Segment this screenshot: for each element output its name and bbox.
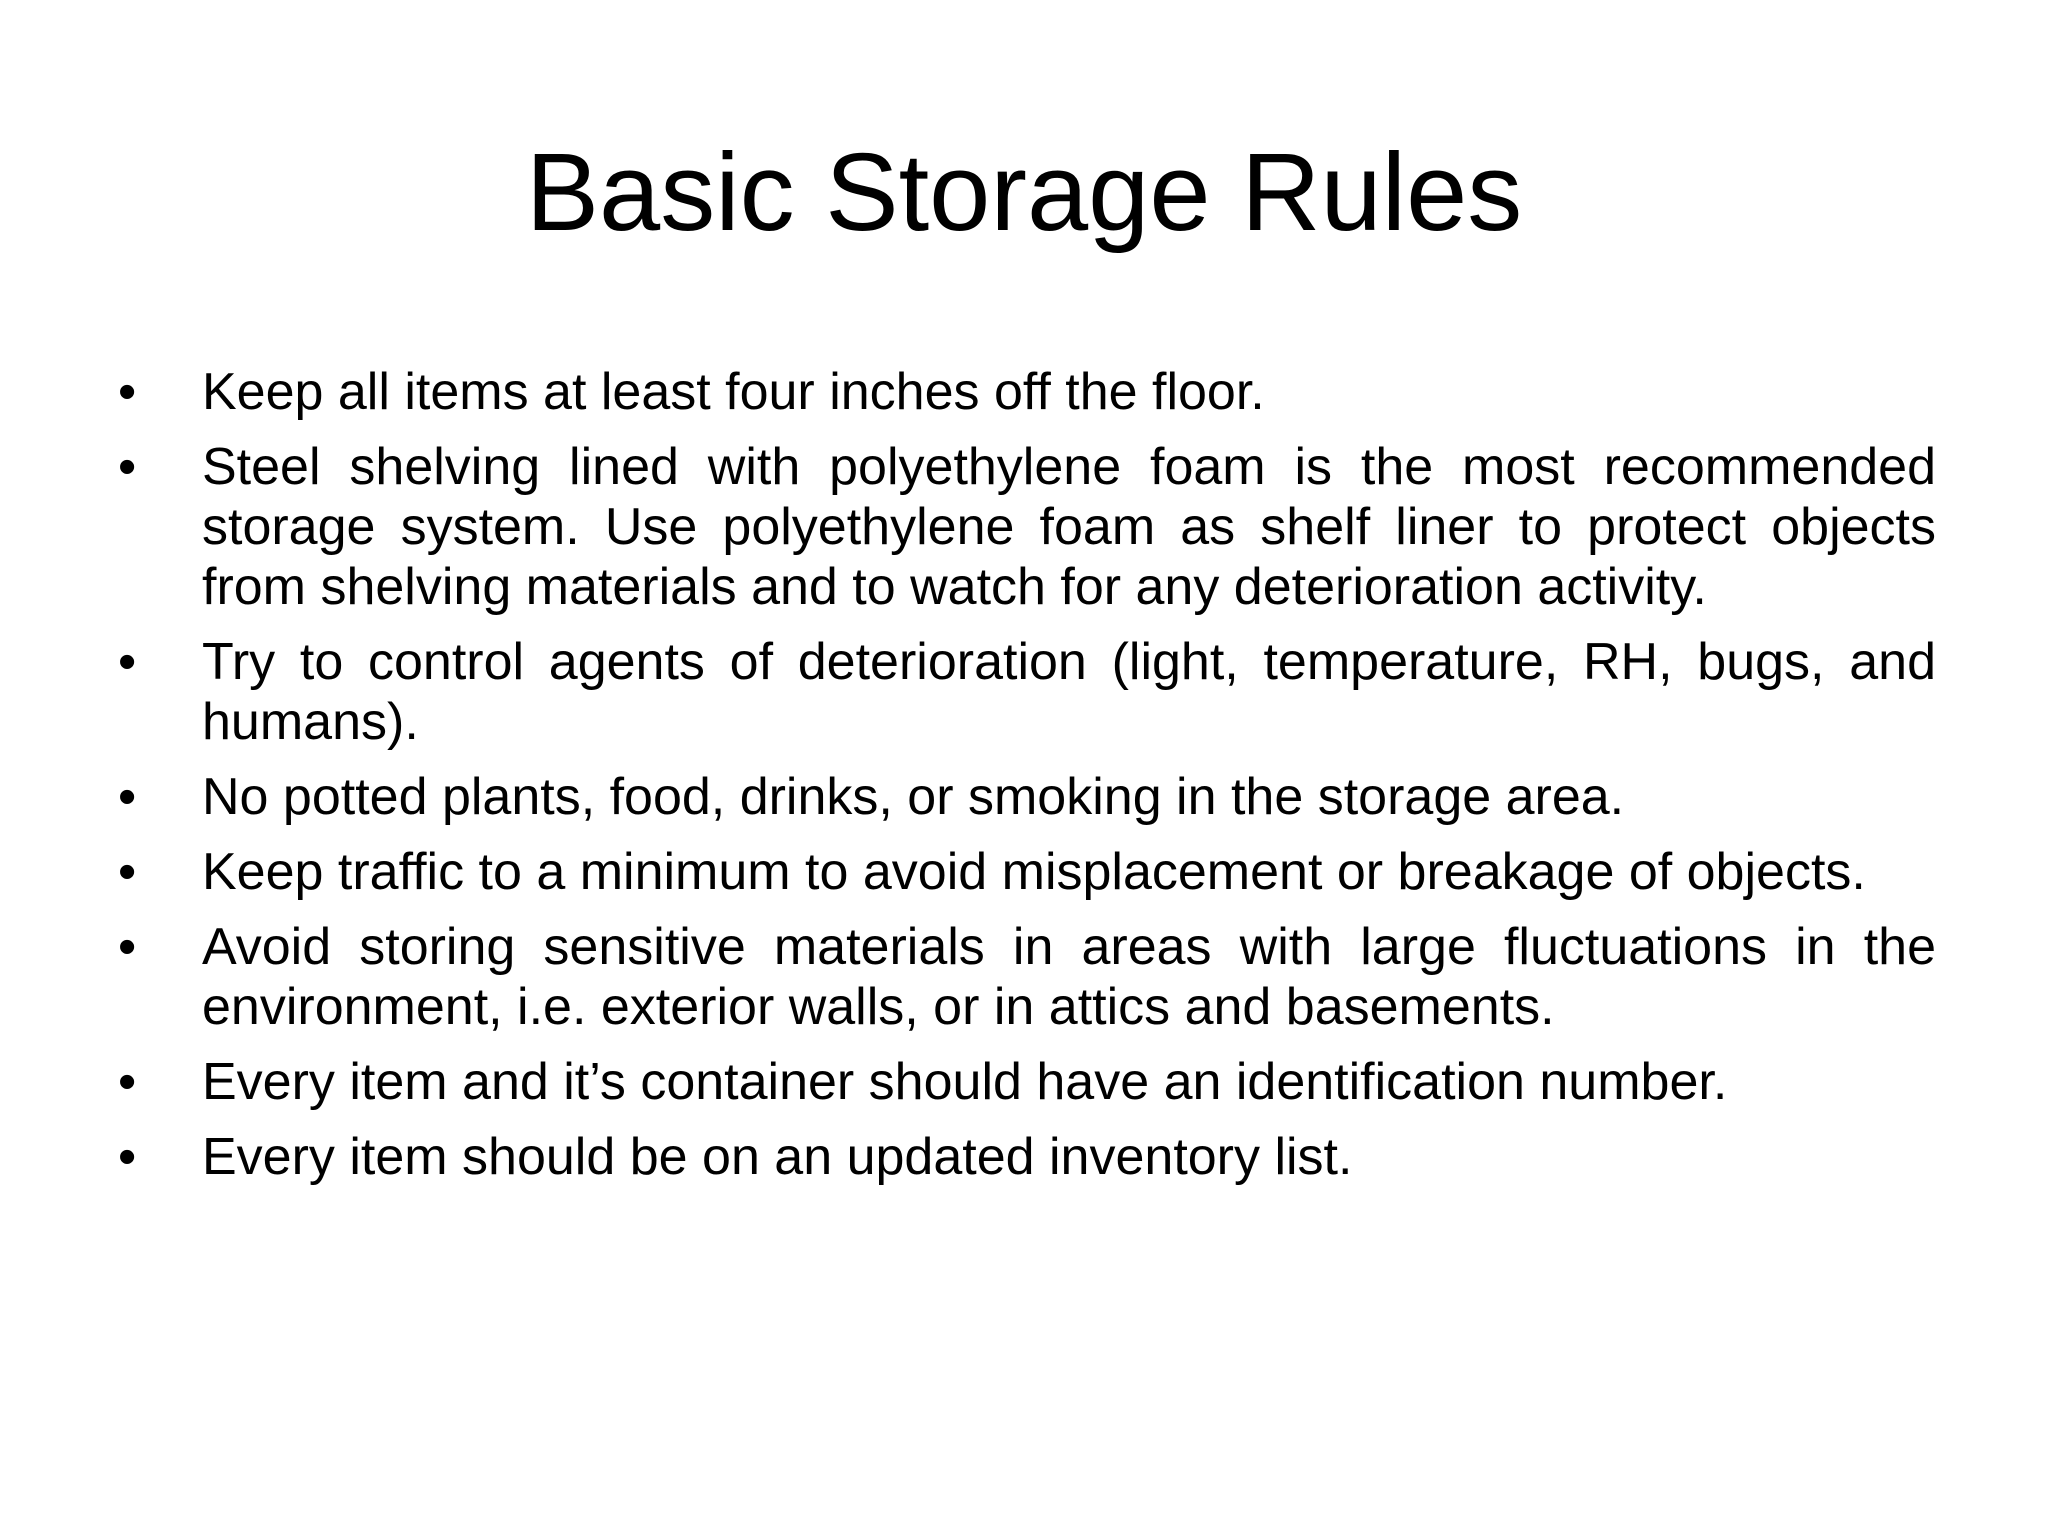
bullet-icon: • xyxy=(118,363,137,421)
bullet-text: No potted plants, food, drinks, or smoking in the storage area. xyxy=(202,768,1625,826)
bullet-icon: • xyxy=(118,768,137,826)
bullet-text: Steel shelving lined with polyethylene foam is the most recommended storage system. Use polyethylene foam as shelf liner to protect objects from shelving materials and to watch for any deterioration activity. xyxy=(202,438,1936,616)
slide-title: Basic Storage Rules xyxy=(525,131,1523,254)
bullet-icon: • xyxy=(118,843,137,901)
bullet-icon: • xyxy=(118,438,137,496)
bullet-item-identification-number xyxy=(118,1052,1936,1112)
bullet-text: Try to control agents of deterioration (light, temperature, RH, bugs, and humans). xyxy=(202,633,1936,751)
bullet-icon: • xyxy=(118,633,137,691)
bullet-text: Keep traffic to a minimum to avoid misplacement or breakage of objects. xyxy=(202,843,1866,901)
bullet-item-control-agents xyxy=(118,632,1936,752)
bullet-icon: • xyxy=(118,918,137,976)
bullet-item-floor-clearance xyxy=(118,362,1936,422)
bullet-item-no-plants-food xyxy=(118,767,1936,827)
bullet-text: Keep all items at least four inches off the floor. xyxy=(202,363,1265,421)
bullet-item-minimize-traffic xyxy=(118,842,1936,902)
bullet-icon: • xyxy=(118,1128,137,1186)
bullet-item-inventory-list xyxy=(118,1127,1936,1187)
bullet-item-steel-shelving xyxy=(118,437,1936,617)
bullet-text: Avoid storing sensitive materials in areas with large fluctuations in the environment, i.e. exterior walls, or in attics and basements. xyxy=(202,918,1936,1036)
bullet-text: Every item and it’s container should have an identification number. xyxy=(202,1053,1728,1111)
bullet-list xyxy=(118,362,1936,1202)
bullet-item-avoid-fluctuations xyxy=(118,917,1936,1037)
bullet-icon: • xyxy=(118,1053,137,1111)
bullet-text: Every item should be on an updated inventory list. xyxy=(202,1128,1353,1186)
